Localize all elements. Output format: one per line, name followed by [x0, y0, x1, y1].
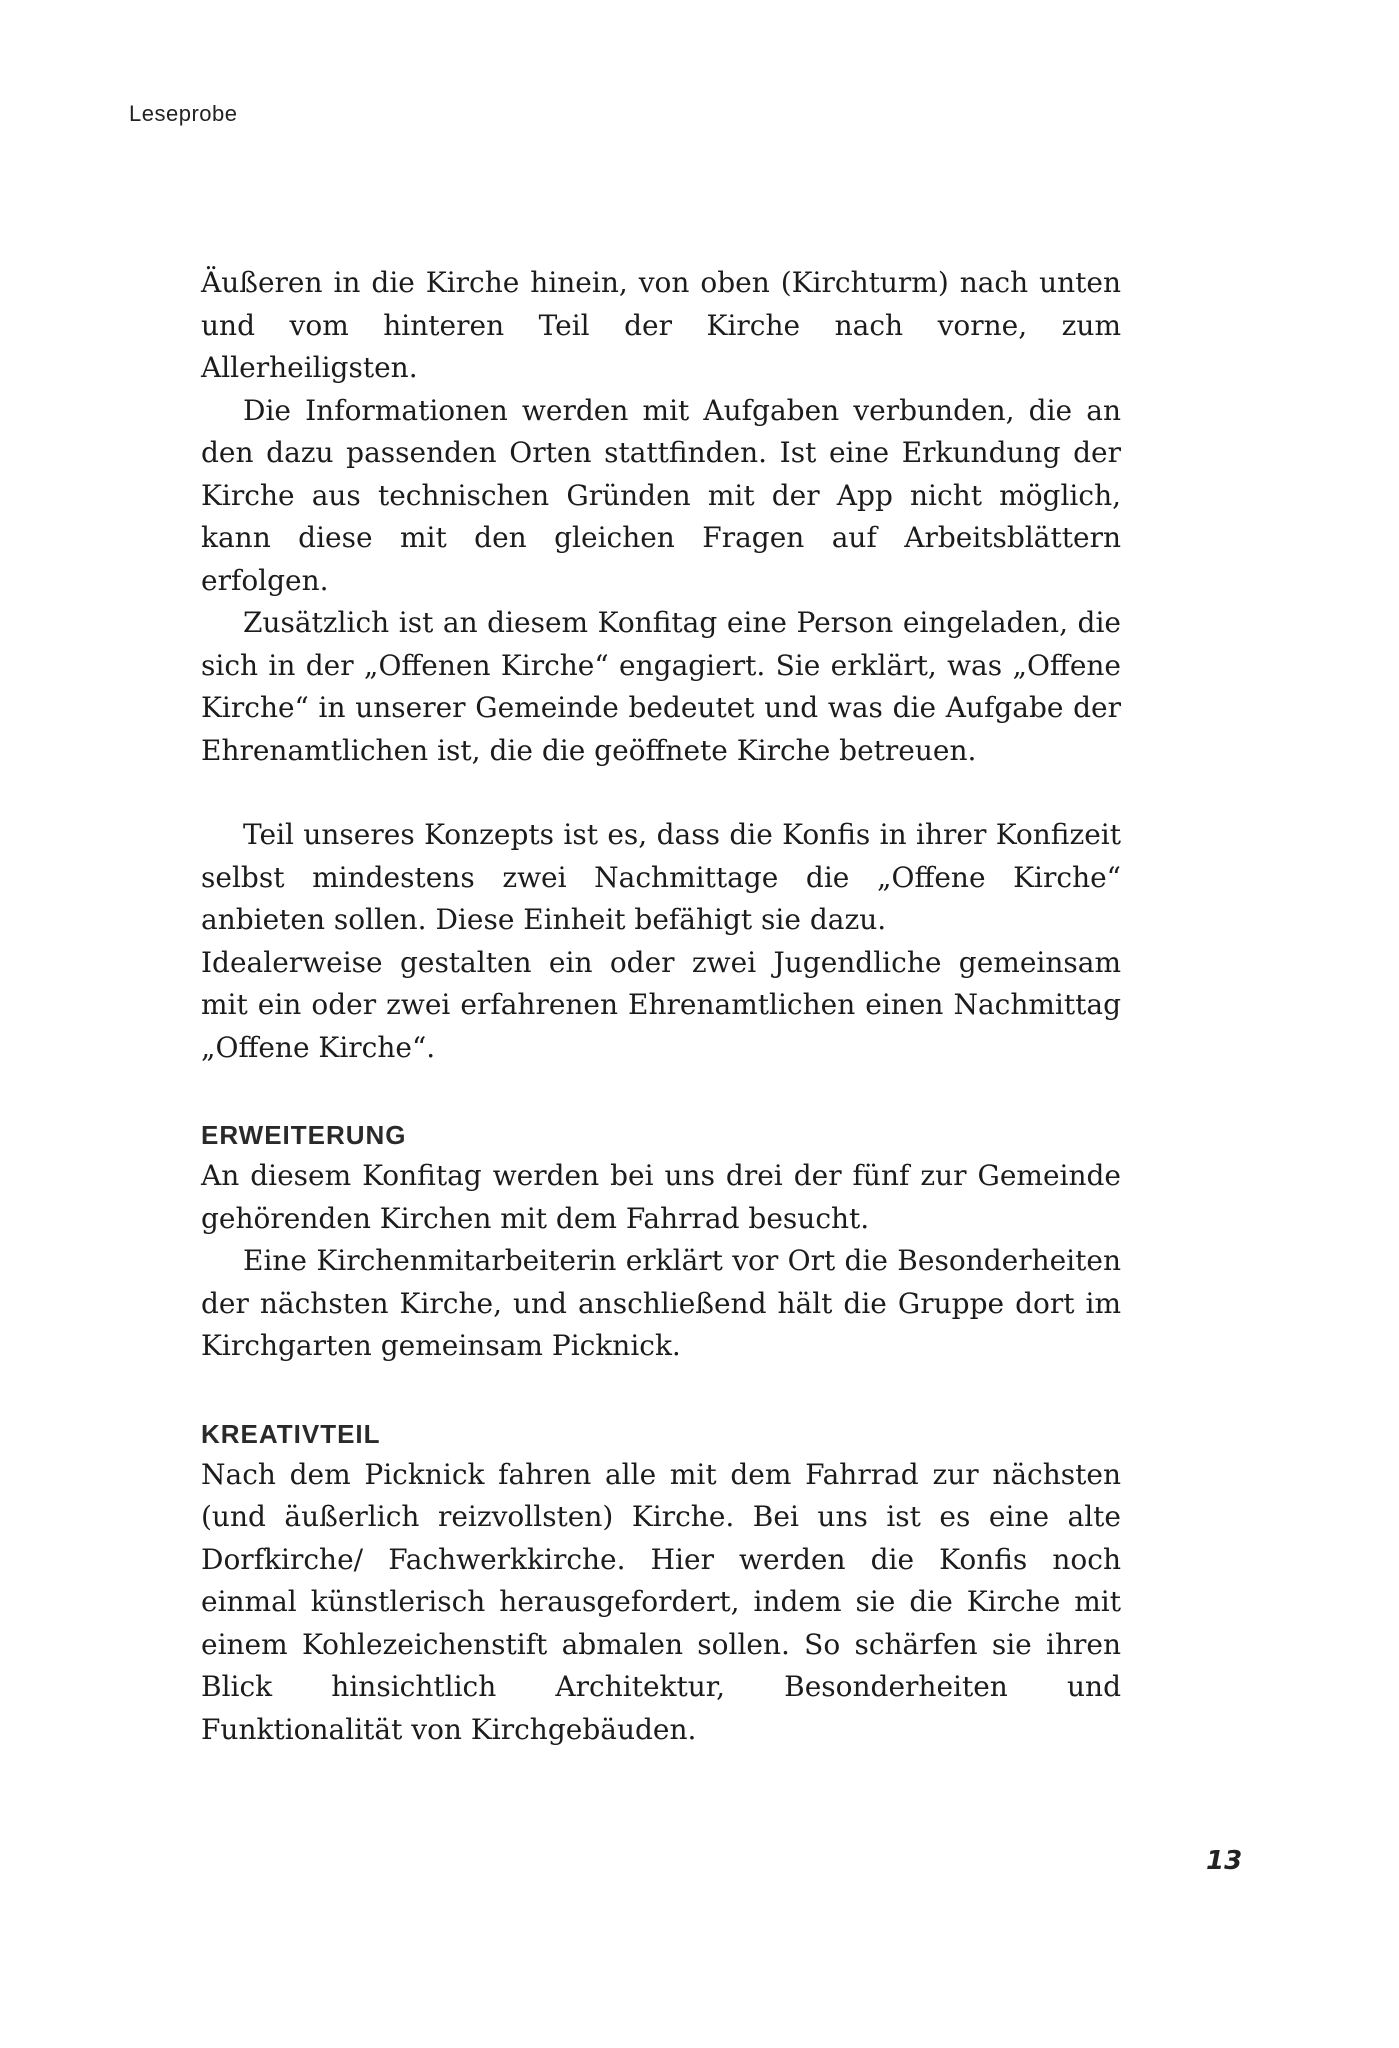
paragraph-kreativteil: Nach dem Picknick fahren alle mit dem Fahrrad zur nächsten (und äußerlich reizvollsten) Kirche. Bei uns ist es eine alte Dorfkirche/ Fachwerkkirche. Hier werden die Konfis noch einmal künstlerisch herausgefordert, indem sie die Kirche mit einem Kohlezeichenstift abmalen sollen. So schärfen sie ihren Blick hinsichtlich Architektur, Besonderheiten und Funktionalität von Kirchgebäuden. [201, 1457, 1121, 1746]
section-spacer [201, 1368, 1121, 1414]
paragraph-erweiterung: An diesem Konfitag werden bei uns drei der fünf zur Gemeinde gehörenden Kirchen mit dem Fahrrad besucht. [201, 1159, 1121, 1235]
paragraph-spacer [201, 772, 1121, 814]
paragraph-offene-kirche-person: Zusätzlich ist an diesem Konfitag eine Person eingeladen, die sich in der „Offenen Kirche“ engagiert. Sie erklärt, was „Offene Kirche“ in unserer Gemeinde bedeutet und was die Aufgabe der Ehrenamtlichen ist, die die geöffnete Kirche betreuen. [201, 606, 1121, 767]
body-text [201, 262, 1121, 1751]
paragraph-konzept: Teil unseres Konzepts ist es, dass die Konfis in ihrer Konfizeit selbst mindestens zwei Nachmittage die „Offene Kirche“ anbieten sollen. Diese Einheit befähigt sie dazu. [201, 818, 1121, 936]
running-header: Leseprobe [129, 101, 238, 126]
paragraph-intro-continuation: Äußeren in die Kirche hinein, von oben (Kirchturm) nach unten und vom hinteren Teil der Kirche nach vorne, zum Allerheiligsten. [201, 266, 1121, 384]
heading-kreativteil: KREATIVTEIL [201, 1418, 381, 1449]
heading-erweiterung: ERWEITERUNG [201, 1120, 407, 1150]
paragraph-informationen: Die Informationen werden mit Aufgaben verbunden, die an den dazu passenden Orten stattfinden. Ist eine Erkundung der Kirche aus technischen Gründen mit der App nicht möglich, kann diese mit den gleichen Fragen auf Arbeitsblättern erfolgen. [201, 393, 1121, 597]
paragraph-kirchenmitarbeiterin: Eine Kirchenmitarbeiterin erklärt vor Ort die Besonderheiten der nächsten Kirche, und anschließend hält die Gruppe dort im Kirchgarten gemeinsam Picknick. [201, 1244, 1121, 1362]
paragraph-idealerweise: Idealerweise gestalten ein oder zwei Jugendliche gemeinsam mit ein oder zwei erfahrenen Ehrenamtlichen einen Nachmittag „Offene Kirche“. [201, 945, 1121, 1064]
page-number: 13 [1206, 1846, 1243, 1876]
section-spacer [201, 1069, 1121, 1115]
